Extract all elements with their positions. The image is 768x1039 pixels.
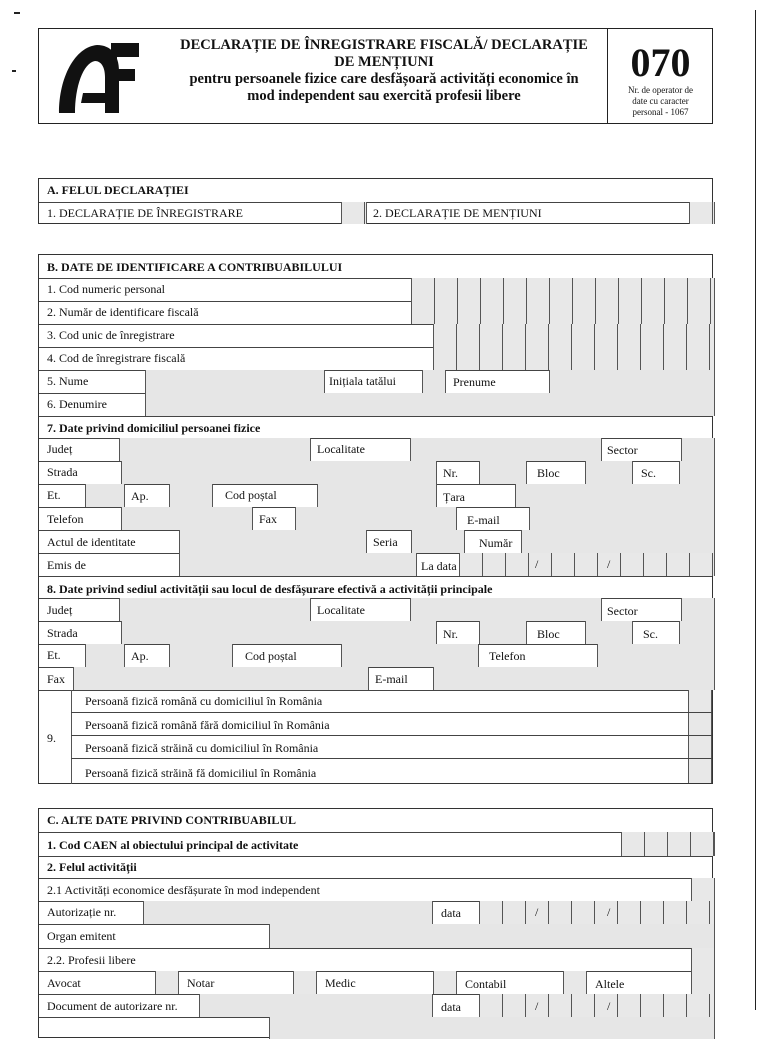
cnp-input[interactable] [411, 278, 715, 301]
nif-input[interactable] [411, 301, 715, 324]
sediu-email-label: E-mail [375, 672, 408, 686]
telefon-label: Telefon [47, 512, 84, 526]
notar-checkbox[interactable] [293, 971, 317, 994]
sediu-telefon-input[interactable] [597, 644, 715, 667]
sediu-fax-label: Fax [47, 672, 65, 686]
activitati-independente-checkbox[interactable] [691, 878, 715, 901]
medic-label: Medic [325, 976, 356, 990]
subtitle-line-1: pentru persoanele fizice care desfășoară activități economice în [189, 71, 579, 87]
autorizatie-date-sep-2: / [607, 905, 611, 919]
bloc-label: Bloc [537, 466, 560, 480]
domiciliu-heading: 7. Date privind domiciliul persoanei fizice [47, 421, 261, 435]
act-identitate-input[interactable] [179, 530, 367, 553]
localitate-input[interactable] [410, 438, 602, 461]
cod-postal-input[interactable] [317, 484, 437, 507]
document-date-sep-2: / [607, 999, 611, 1013]
document-autorizare-input[interactable] [199, 994, 433, 1017]
sector-input[interactable] [681, 438, 715, 461]
status-option-1: Persoană fizică română cu domiciliul în România [71, 690, 712, 713]
nr-label: Nr. [443, 466, 458, 480]
prenume-label: Prenume [453, 375, 496, 389]
denumire-input[interactable] [145, 393, 715, 416]
tara-input[interactable] [515, 484, 715, 507]
sediu-email-input[interactable] [433, 667, 715, 690]
sediu-nr-label: Nr. [443, 627, 458, 641]
sector-label: Sector [607, 443, 638, 457]
notar-label: Notar [187, 976, 215, 990]
sediu-strada-label: Strada [47, 626, 78, 640]
document-data-label: data [441, 1000, 461, 1014]
sc-label: Sc. [641, 466, 656, 480]
form-code: 070 [630, 40, 691, 85]
sediu-sector-label: Sector [607, 604, 638, 618]
fax-input[interactable] [295, 507, 457, 530]
numar-label: Număr [479, 536, 513, 550]
cui-label: 3. Cod unic de înregistrare [47, 328, 175, 342]
seria-label: Seria [373, 535, 398, 549]
ap-input[interactable] [169, 484, 213, 507]
status-option-1-checkbox[interactable] [688, 690, 712, 712]
section-b-heading: B. DATE DE IDENTIFICARE A CONTRIBUABILULUI [47, 260, 343, 274]
activitati-independente-label: 2.1 Activități economice desfășurate în mod independent [47, 883, 320, 897]
sediu-cod-postal-input[interactable] [341, 644, 479, 667]
document-data-input[interactable] [479, 994, 715, 1017]
form-title [151, 37, 617, 105]
emis-de-input[interactable] [179, 553, 417, 576]
strada-input[interactable] [121, 461, 437, 484]
sediu-sc-input[interactable] [679, 621, 715, 644]
cif-input[interactable] [433, 347, 715, 370]
cif-label: 4. Cod de înregistrare fiscală [47, 351, 186, 365]
operator-note: Nr. de operator de date cu caracter personal - 1067 [628, 85, 693, 117]
autorizatie-data-input[interactable] [479, 901, 715, 924]
sediu-sector-input[interactable] [681, 598, 715, 621]
seria-input[interactable] [411, 530, 465, 553]
bloc-input[interactable] [585, 461, 633, 484]
et-input[interactable] [85, 484, 125, 507]
prenume-input[interactable] [549, 370, 715, 393]
contabil-checkbox[interactable] [563, 971, 587, 994]
sediu-localitate-label: Localitate [317, 603, 365, 617]
section-c-heading: C. ALTE DATE PRIVIND CONTRIBUABILUL [47, 813, 297, 827]
sediu-fax-input[interactable] [73, 667, 369, 690]
sediu-sc-label: Sc. [643, 627, 658, 641]
autorizatie-input[interactable] [143, 901, 433, 924]
sediu-et-label: Et. [47, 648, 61, 662]
form-code-box [607, 29, 713, 124]
sediu-et-input[interactable] [85, 644, 125, 667]
document-date-sep-1: / [535, 999, 539, 1013]
date-separator-2: / [607, 557, 611, 571]
right-edge-line [755, 10, 756, 1010]
nif-label: 2. Număr de identificare fiscală [47, 305, 199, 319]
organ-emitent-input[interactable] [269, 924, 715, 948]
avocat-label: Avocat [47, 976, 81, 990]
profesii-libere-checkbox[interactable] [691, 948, 715, 971]
section-a-heading: A. FELUL DECLARAȚIEI [47, 183, 189, 197]
telefon-input[interactable] [121, 507, 253, 530]
profesii-libere-label: 2.2. Profesii libere [47, 953, 136, 967]
declaration-option-1: 1. DECLARAȚIE DE ÎNREGISTRARE [47, 206, 243, 220]
document-autorizare-label: Document de autorizare nr. [47, 999, 178, 1013]
sediu-judet-label: Județ [47, 603, 73, 617]
nume-label: 5. Nume [47, 374, 89, 388]
la-data-label: La data [421, 559, 457, 573]
cod-postal-label: Cod poștal [225, 488, 277, 502]
sediu-telefon-label: Telefon [489, 649, 526, 663]
strada-label: Strada [47, 465, 78, 479]
caen-input[interactable] [621, 832, 715, 856]
item-9-label: 9. [47, 731, 56, 745]
sediu-localitate-input[interactable] [410, 598, 602, 621]
judet-input[interactable] [119, 438, 311, 461]
avocat-checkbox[interactable] [155, 971, 179, 994]
option-1-checkbox[interactable] [341, 202, 367, 224]
date-separator-1: / [535, 557, 539, 571]
initiala-input[interactable] [422, 370, 446, 393]
status-option-3-checkbox[interactable] [688, 736, 712, 758]
caen-label: 1. Cod CAEN al obiectului principal de activitate [47, 838, 299, 852]
section-b [38, 254, 713, 784]
autorizatie-date-sep-1: / [535, 905, 539, 919]
fax-label: Fax [259, 512, 277, 526]
act-identitate-label: Actul de identitate [47, 535, 136, 549]
sediu-heading: 8. Date privind sediul activității sau locul de desfășurare efectivă a activității principale [47, 582, 493, 596]
status-option-3: Persoană fizică străină cu domiciliul în România [71, 736, 712, 759]
emis-de-label: Emis de [47, 558, 86, 572]
margin-mark-mid [12, 70, 16, 72]
status-option-4-checkbox[interactable] [688, 759, 712, 783]
medic-checkbox[interactable] [433, 971, 457, 994]
initiala-label: Inițiala tatălui [329, 374, 396, 388]
sediu-cod-postal-label: Cod poștal [245, 649, 297, 663]
sediu-strada-input[interactable] [121, 621, 437, 644]
la-data-input[interactable] [459, 553, 715, 576]
anaf-logo [53, 37, 143, 117]
sediu-ap-label: Ap. [131, 649, 149, 663]
declaration-option-2: 2. DECLARAȚIE DE MENȚIUNI [373, 206, 542, 220]
title-line-2: DE MENȚIUNI [334, 54, 434, 70]
numar-input[interactable] [521, 530, 715, 553]
status-option-2-checkbox[interactable] [688, 713, 712, 735]
ap-label: Ap. [131, 489, 149, 503]
autorizatie-data-label: data [441, 906, 461, 920]
section-c [38, 808, 713, 1038]
localitate-label: Localitate [317, 442, 365, 456]
organ-emitent-label: Organ emitent [47, 929, 116, 943]
next-row-input[interactable] [269, 1017, 715, 1039]
email-input[interactable] [529, 507, 715, 530]
sediu-bloc-input[interactable] [585, 621, 633, 644]
email-label: E-mail [467, 513, 500, 527]
nume-input[interactable] [145, 370, 325, 393]
contabil-label: Contabil [465, 977, 507, 991]
form-header [38, 28, 713, 124]
cui-input[interactable] [433, 324, 715, 347]
felul-activitatii-label: 2. Felul activității [47, 860, 137, 874]
subtitle-line-2: mod independent sau exercită profesii libere [247, 88, 521, 104]
denumire-label: 6. Denumire [47, 397, 107, 411]
sediu-nr-input[interactable] [479, 621, 527, 644]
tara-label: Țara [443, 490, 465, 504]
option-2-checkbox[interactable] [689, 202, 715, 224]
nr-input[interactable] [479, 461, 527, 484]
judet-label: Județ [47, 442, 73, 456]
sediu-ap-input[interactable] [169, 644, 233, 667]
altele-label: Altele [595, 977, 625, 991]
et-label: Et. [47, 488, 61, 502]
sc-input[interactable] [679, 461, 715, 484]
status-option-2: Persoană fizică română fără domiciliul în România [71, 713, 712, 736]
cnp-label: 1. Cod numeric personal [47, 282, 165, 296]
section-a [38, 178, 713, 224]
altele-checkbox[interactable] [691, 971, 715, 994]
sediu-judet-input[interactable] [119, 598, 311, 621]
title-line-1: DECLARAȚIE DE ÎNREGISTRARE FISCALĂ/ DECLARAȚIE [180, 37, 588, 53]
margin-mark-top [14, 12, 20, 14]
status-option-4: Persoană fizică străină fă domiciliul în România [71, 759, 712, 783]
autorizatie-label: Autorizație nr. [47, 905, 117, 919]
sediu-bloc-label: Bloc [537, 627, 560, 641]
